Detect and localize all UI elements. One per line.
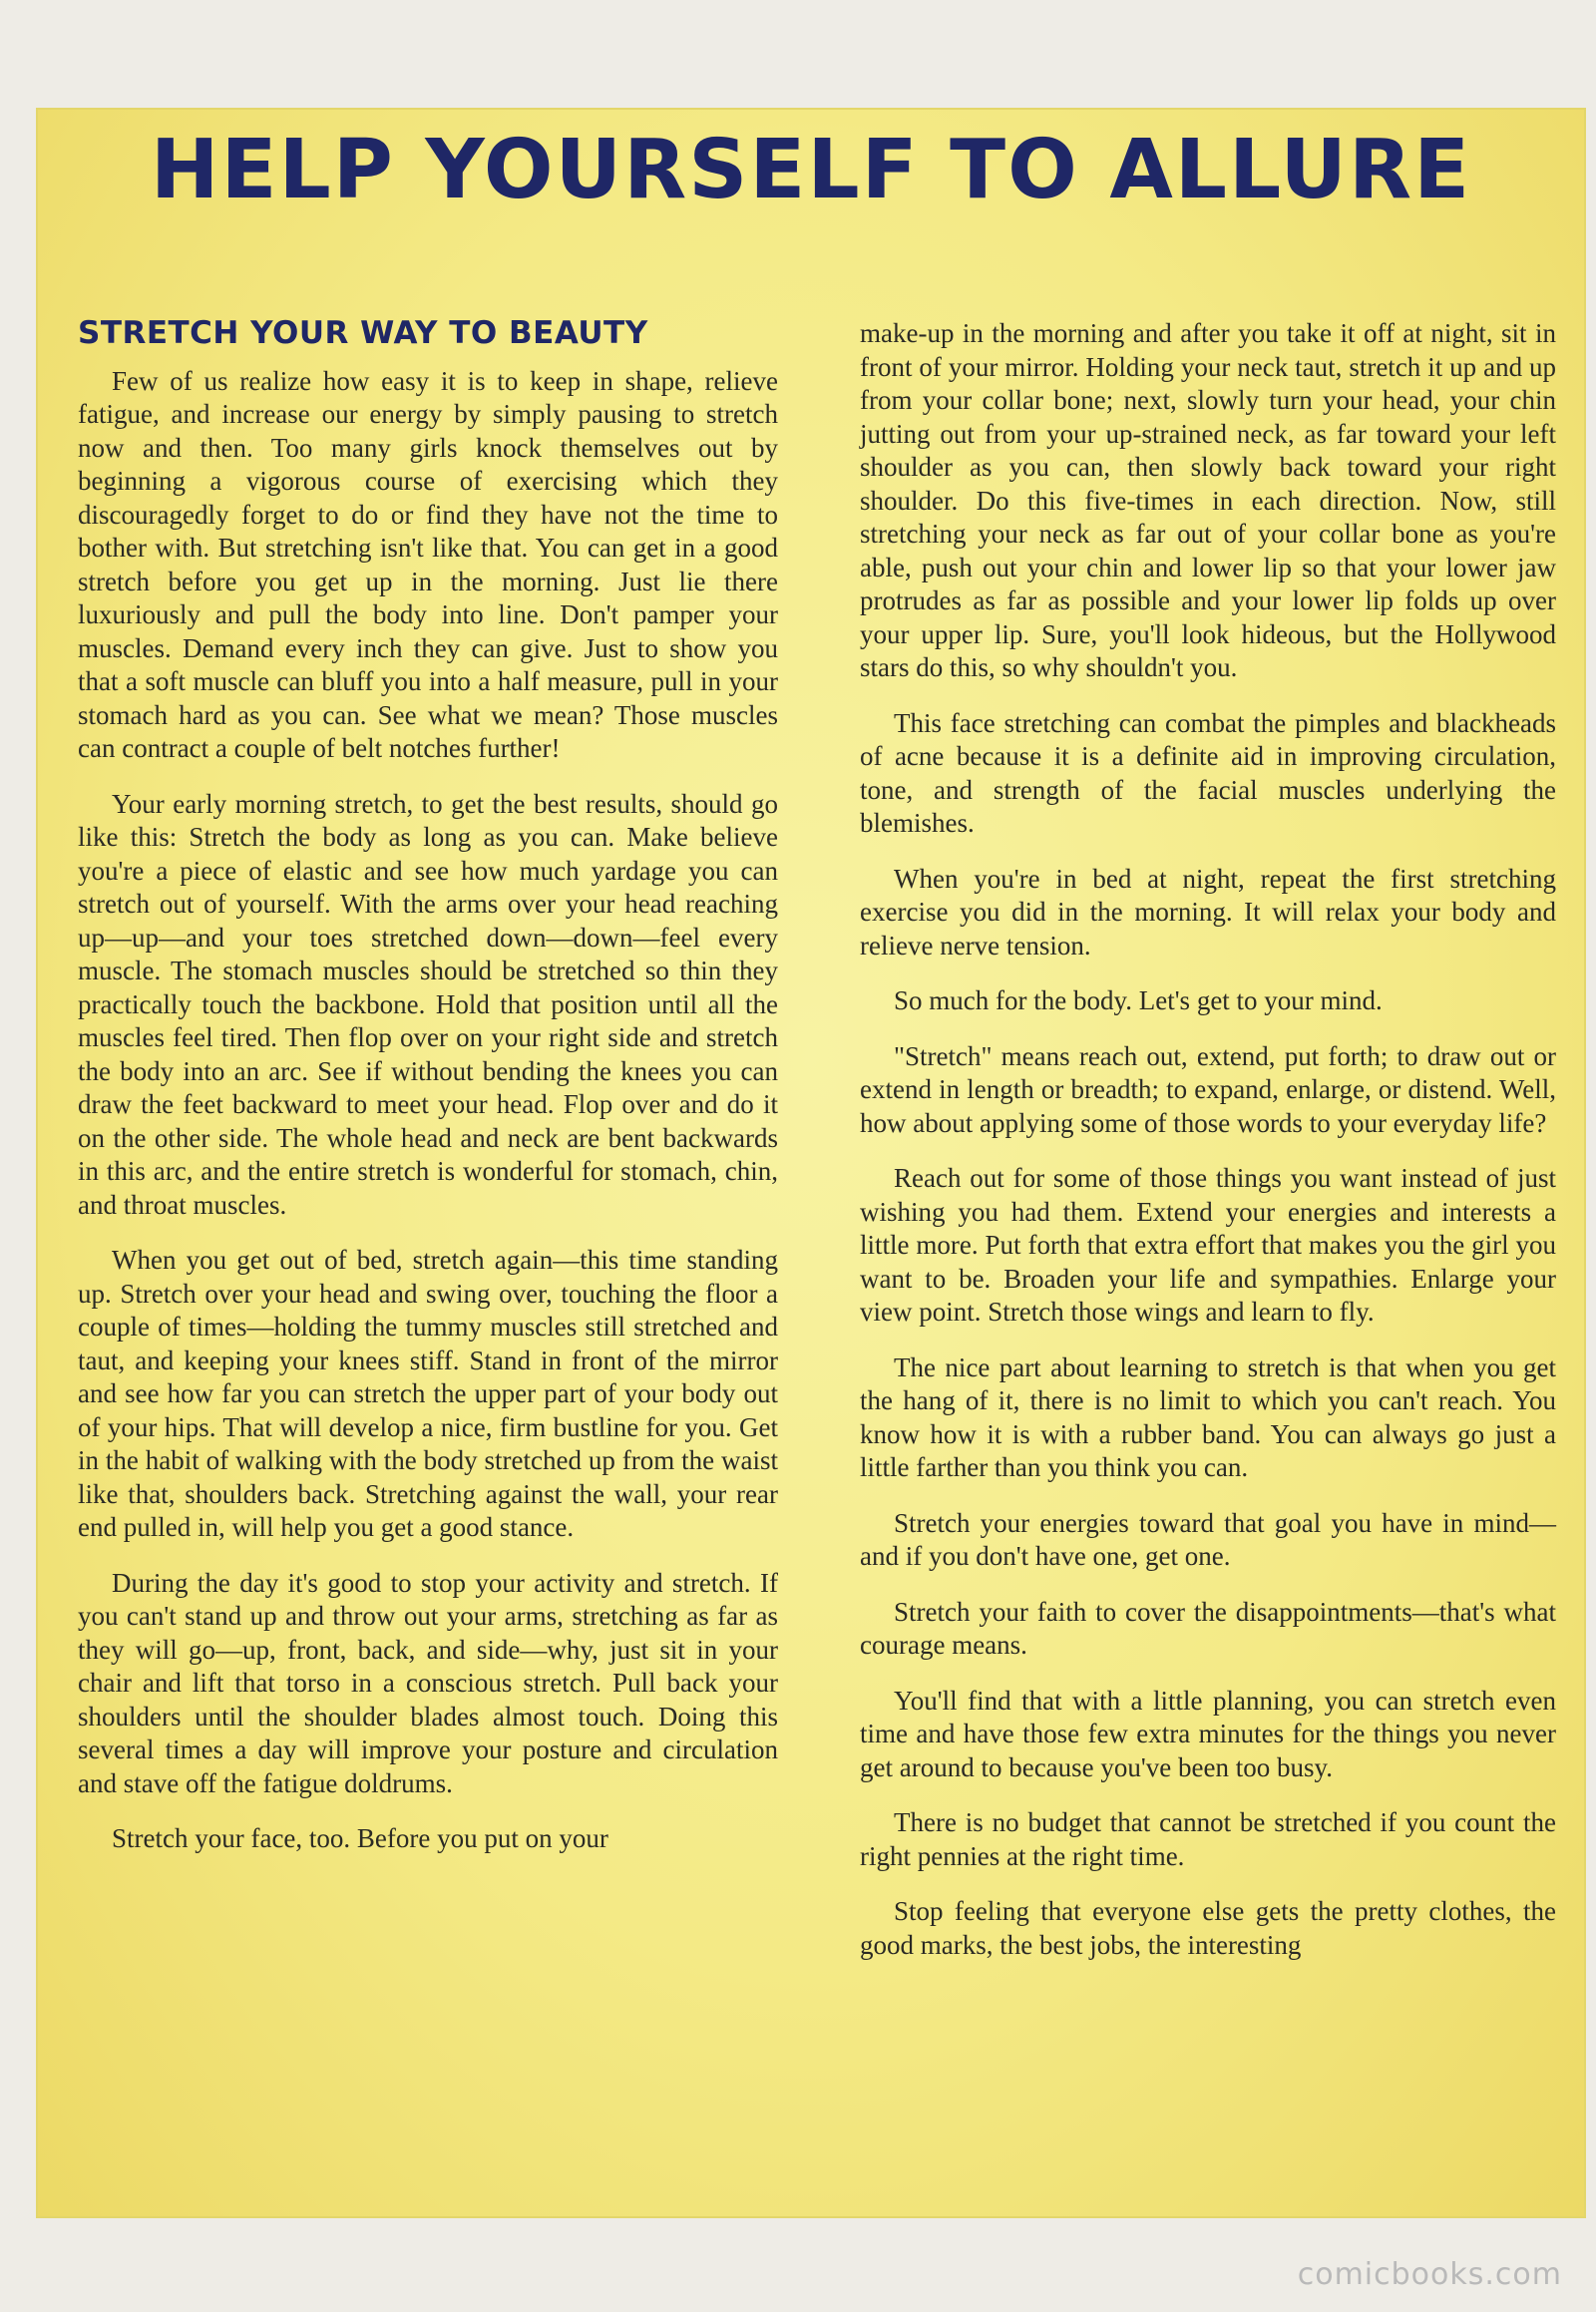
section-heading: STRETCH YOUR WAY TO BEAUTY <box>78 315 648 351</box>
article-column-left <box>78 317 778 1856</box>
paragraph: Stretch your face, too. Before you put on your <box>112 1823 608 1853</box>
paragraph: The nice part about learning to stretch is that when you get the hang of it, there is no limit to which you can't reach. You know how it is with a rubber band. You can always go just a little farther than you think you can. <box>860 1351 1556 1482</box>
page-title: HELP YOURSELF TO ALLURE <box>150 123 1472 217</box>
paragraph: make-up in the morning and after you take it off at night, sit in front of your mirror. Holding your neck taut, stretch it up and up from your collar bone; next, slowly turn your head, your chin jutting out from your up-strained neck, as far toward your left shoulder as you can, then slowly back toward your right shoulder. Do this five-times in each direction. Now, still stretching your neck as far out of your collar bone as you're able, push out your chin and lower lip so that your lower jaw protrudes as far as possible and your lower lip folds up over your upper lip. Sure, you'll look hideous, but the Hollywood stars do this, so why shouldn't you. <box>860 318 1556 682</box>
watermark: comicbooks.com <box>1297 2257 1562 2292</box>
paragraph: This face stretching can combat the pimples and blackheads of acne because it is a definite aid in improving circulation, tone, and strength of the facial muscles underlying the blemishes. <box>860 707 1556 838</box>
paragraph: During the day it's good to stop your activity and stretch. If you can't stand up and throw out your arms, stretching as far as they will go—up, front, back, and side—why, just sit in your chair and lift that torso in a conscious stretch. Pull back your shoulders until the shoulder blades almost touch. Doing this several times a day will improve your posture and circulation and stave off the fatigue doldrums. <box>78 1567 778 1798</box>
paragraph: Few of us realize how easy it is to keep in shape, relieve fatigue, and increase our energy by simply pausing to stretch now and then. Too many girls knock themselves out by beginning a vigorous course of exercising which they discouragedly forget to do or find they have not the time to bother with. But stretching isn't like that. You can get in a good stretch before you get up in the morning. Just lie there luxuriously and pull the body into line. Don't pamper your muscles. Demand every inch they can give. Just to show you that a soft muscle can bluff you into a half measure, pull in your stomach hard as you can. See what we mean? Those muscles can contract a couple of belt notches further! <box>78 365 778 763</box>
paragraph: So much for the body. Let's get to your mind. <box>894 985 1383 1015</box>
paragraph: You'll find that with a little planning, you can stretch even time and have those few extra minutes for the things you never get around to because you've been too busy. <box>860 1685 1556 1782</box>
paragraph: Stretch your faith to cover the disappointments—that's what courage means. <box>860 1596 1556 1660</box>
paragraph: Stop feeling that everyone else gets the pretty clothes, the good marks, the best jobs, the interesting <box>860 1896 1556 1960</box>
paragraph: There is no budget that cannot be stretched if you count the right pennies at the right time. <box>860 1807 1556 1871</box>
paragraph: Stretch your energies toward that goal you have in mind—and if you don't have one, get one. <box>860 1507 1556 1571</box>
paragraph: Your early morning stretch, to get the best results, should go like this: Stretch the body as long as you can. Make believe you're a piece of elastic and see how much yardage you can stretch out of yourself. With the arms over your head reaching up—up—and your toes stretched down—down—feel every muscle. The stomach muscles should be stretched so thin they practically touch the backbone. Hold that position until all the muscles feel tired. Then flop over on your right side and stretch the body into an arc. See if without bending the knees you can draw the feet backward to meet your head. Flop over and do it on the other side. The whole head and neck are bent backwards in this arc, and the entire stretch is wonderful for stomach, chin, and throat muscles. <box>78 788 778 1220</box>
article-column-right <box>860 317 1556 1984</box>
paragraph: When you're in bed at night, repeat the first stretching exercise you did in the morning. It will relax your body and relieve nerve tension. <box>860 863 1556 961</box>
paragraph: Reach out for some of those things you want instead of just wishing you had them. Extend your energies and interests a little more. Put forth that extra effort that makes you the girl you want to be. Broaden your life and sympathies. Enlarge your view point. Stretch those wings and learn to fly. <box>860 1163 1556 1327</box>
paragraph: "Stretch" means reach out, extend, put forth; to draw out or extend in length or breadth; to expand, enlarge, or distend. Well, how about applying some of those words to your everyday life? <box>860 1040 1556 1138</box>
paragraph: When you get out of bed, stretch again—this time standing up. Stretch over your head and swing over, touching the floor a couple of times—holding the tummy muscles still stretched and taut, and keeping your knees stiff. Stand in front of the mirror and see how far you can stretch the upper part of your body out of your hips. That will develop a nice, firm bustline for you. Get in the habit of walking with the body stretched up from the waist like that, shoulders back. Stretching against the wall, your rear end pulled in, will help you get a good stance. <box>78 1245 778 1542</box>
